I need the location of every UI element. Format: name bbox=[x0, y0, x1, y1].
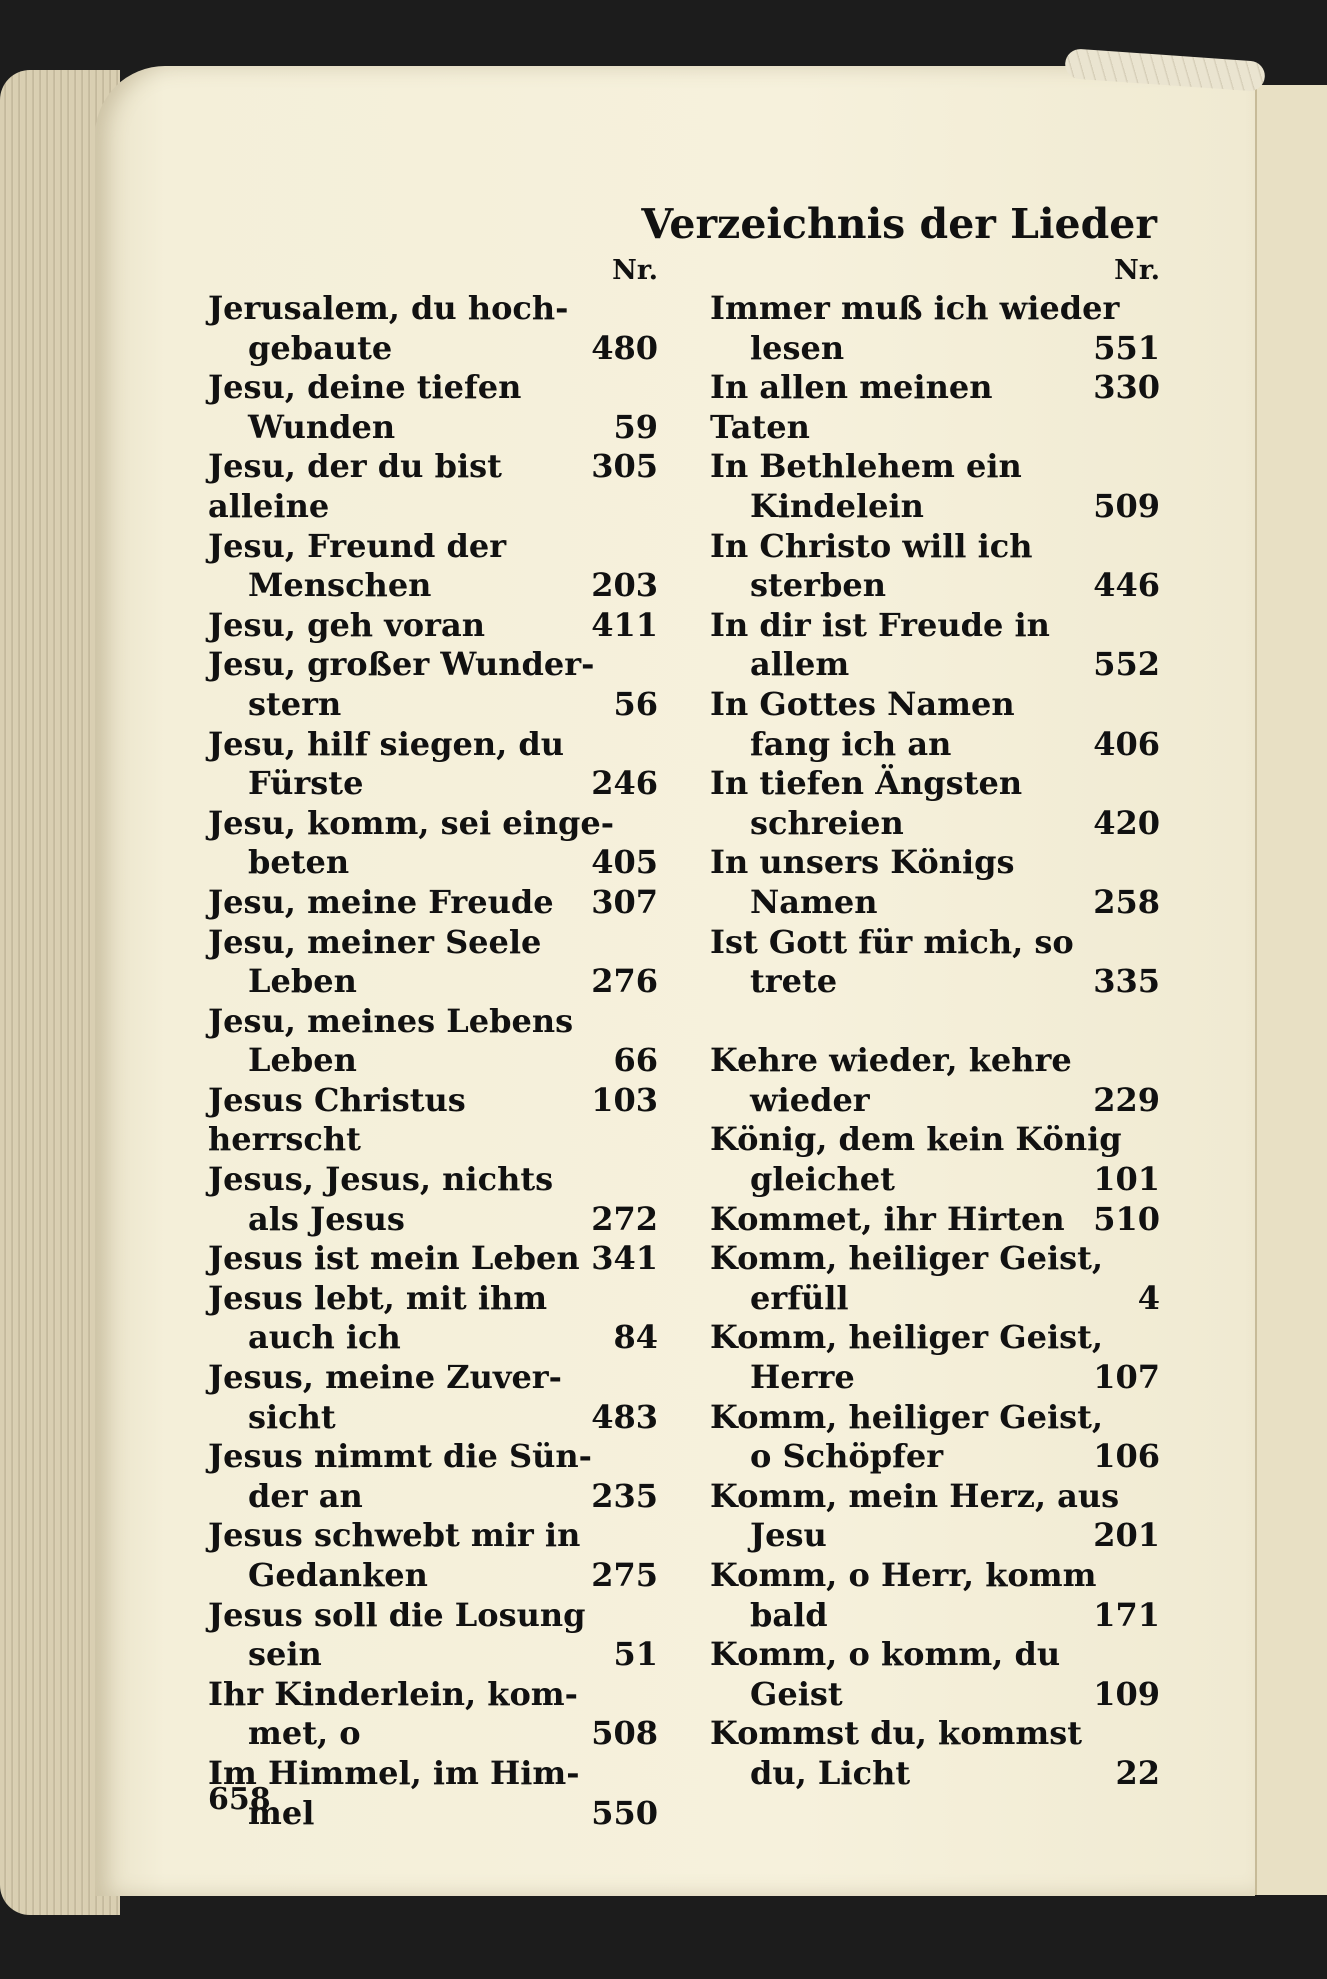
song-title: schreien bbox=[750, 803, 904, 842]
song-number: 552 bbox=[1093, 645, 1160, 684]
song-number: 509 bbox=[1093, 486, 1160, 525]
song-entry bbox=[208, 645, 658, 685]
song-number: 307 bbox=[591, 882, 658, 921]
song-entry bbox=[710, 368, 1160, 447]
song-entry bbox=[208, 447, 658, 526]
song-entry bbox=[208, 1675, 658, 1715]
song-number: 446 bbox=[1093, 566, 1160, 605]
song-entry bbox=[710, 1081, 1160, 1121]
song-number: 106 bbox=[1093, 1437, 1160, 1476]
song-entry bbox=[208, 1635, 658, 1675]
song-number: 84 bbox=[613, 1318, 658, 1357]
song-title: Jesu, meines Lebens bbox=[208, 1001, 574, 1040]
song-entry bbox=[710, 1754, 1160, 1794]
song-entry bbox=[208, 685, 658, 725]
song-number: 109 bbox=[1093, 1674, 1160, 1713]
song-title: Kommst du, kommst bbox=[710, 1714, 1083, 1753]
song-title: Jesu, geh voran bbox=[208, 605, 485, 644]
song-entry bbox=[710, 1358, 1160, 1398]
song-entry bbox=[710, 527, 1160, 567]
song-title: sicht bbox=[248, 1397, 336, 1436]
nr-header-right: Nr. bbox=[1114, 255, 1160, 286]
song-title: Jesus Christus herrscht bbox=[208, 1080, 477, 1159]
song-entry bbox=[208, 1239, 658, 1279]
song-title: In Christo will ich bbox=[710, 526, 1033, 565]
song-title: Menschen bbox=[248, 566, 432, 605]
song-entry bbox=[208, 1516, 658, 1556]
song-number: 508 bbox=[591, 1714, 658, 1753]
song-entry bbox=[710, 1398, 1160, 1438]
song-title: Komm, heiliger Geist, bbox=[710, 1397, 1104, 1436]
song-entry bbox=[208, 606, 658, 646]
song-entry bbox=[208, 1200, 658, 1240]
song-entry bbox=[208, 1358, 658, 1398]
song-entry bbox=[208, 329, 658, 369]
song-title: Jesus, Jesus, nichts bbox=[208, 1160, 554, 1199]
song-entry bbox=[710, 764, 1160, 804]
song-number: 103 bbox=[591, 1080, 658, 1119]
left-entry-list bbox=[208, 289, 658, 1833]
page-title: Verzeichnis der Lieder bbox=[641, 200, 1157, 248]
song-entry bbox=[208, 1477, 658, 1517]
song-title: Jesus lebt, mit ihm bbox=[208, 1278, 548, 1317]
song-title: beten bbox=[248, 843, 350, 882]
song-entry bbox=[710, 1041, 1160, 1081]
song-title: Gedanken bbox=[248, 1556, 428, 1594]
song-title: Komm, o komm, du bbox=[710, 1635, 1061, 1674]
song-title: Namen bbox=[750, 882, 878, 921]
song-title: erfüll bbox=[750, 1278, 849, 1317]
song-title: Immer muß ich wieder bbox=[710, 289, 1120, 327]
song-entry bbox=[710, 329, 1160, 369]
song-entry bbox=[710, 843, 1160, 883]
song-title: In Gottes Namen bbox=[710, 684, 1015, 723]
song-title: Jesu, Freund der bbox=[208, 526, 507, 565]
song-entry bbox=[208, 289, 658, 329]
song-title: lesen bbox=[750, 328, 845, 367]
song-number: 510 bbox=[1093, 1199, 1160, 1238]
song-entry bbox=[208, 1398, 658, 1438]
song-number: 276 bbox=[591, 962, 658, 1001]
song-title: Jesu, meiner Seele bbox=[208, 922, 542, 961]
song-title: In dir ist Freude in bbox=[710, 605, 1050, 644]
song-title: Jesus schwebt mir in bbox=[208, 1516, 581, 1555]
song-title: In Bethlehem ein bbox=[710, 447, 1022, 486]
song-number: 405 bbox=[591, 843, 658, 882]
song-entry bbox=[710, 289, 1160, 329]
song-title: Im Himmel, im Him- bbox=[208, 1753, 580, 1792]
song-entry bbox=[208, 1160, 658, 1200]
song-number: 51 bbox=[613, 1635, 658, 1674]
song-title: Kommet, ihr Hirten bbox=[710, 1199, 1065, 1238]
song-entry bbox=[710, 804, 1160, 844]
right-entry-list bbox=[710, 289, 1160, 1794]
song-title: gleichet bbox=[750, 1160, 895, 1199]
song-title: der an bbox=[248, 1476, 363, 1515]
song-entry bbox=[710, 962, 1160, 1002]
song-title: Jesus nimmt die Sün- bbox=[208, 1437, 592, 1476]
song-entry bbox=[208, 1794, 658, 1834]
song-entry bbox=[710, 923, 1160, 963]
song-number: 483 bbox=[591, 1397, 658, 1436]
song-entry bbox=[710, 1239, 1160, 1279]
song-entry bbox=[710, 1596, 1160, 1636]
song-entry bbox=[710, 1477, 1160, 1517]
song-entry bbox=[208, 923, 658, 963]
section-gap bbox=[710, 1002, 1160, 1042]
song-title: Komm, heiliger Geist, bbox=[710, 1239, 1104, 1278]
song-title: du, Licht bbox=[750, 1753, 911, 1792]
song-entry bbox=[710, 1714, 1160, 1754]
song-title: Leben bbox=[248, 962, 357, 1001]
song-title: trete bbox=[750, 962, 838, 1001]
song-number: 275 bbox=[591, 1556, 658, 1594]
song-title: In unsers Königs bbox=[710, 843, 1015, 882]
song-number: 551 bbox=[1093, 328, 1160, 367]
nr-header-left: Nr. bbox=[612, 255, 658, 286]
song-entry bbox=[710, 487, 1160, 527]
song-title: gebaute bbox=[248, 328, 393, 367]
song-entry bbox=[710, 1160, 1160, 1200]
song-number: 246 bbox=[591, 764, 658, 803]
song-title: Jesus soll die Losung bbox=[208, 1595, 586, 1634]
song-number: 411 bbox=[591, 605, 658, 644]
song-title: Jesu, großer Wunder- bbox=[208, 645, 595, 684]
song-number: 171 bbox=[1093, 1595, 1160, 1634]
song-entry bbox=[208, 1279, 658, 1319]
song-title: Geist bbox=[750, 1674, 843, 1713]
song-number: 201 bbox=[1093, 1516, 1160, 1555]
song-entry bbox=[710, 883, 1160, 923]
song-entry bbox=[208, 725, 658, 765]
left-column bbox=[208, 255, 658, 1833]
song-entry bbox=[710, 1516, 1160, 1556]
song-number: 229 bbox=[1093, 1080, 1160, 1119]
song-entry bbox=[710, 606, 1160, 646]
song-entry bbox=[208, 1596, 658, 1636]
song-title: Jesus ist mein Leben bbox=[208, 1239, 580, 1278]
song-title: stern bbox=[248, 684, 342, 723]
song-title: Jesu, hilf siegen, du bbox=[208, 724, 564, 763]
song-title: Komm, o Herr, komm bbox=[710, 1556, 1097, 1594]
song-title: König, dem kein König bbox=[710, 1120, 1122, 1159]
song-title: Jesu, der du bist alleine bbox=[208, 447, 514, 525]
song-number: 235 bbox=[591, 1476, 658, 1515]
song-title: auch ich bbox=[248, 1318, 401, 1357]
song-title: fang ich an bbox=[750, 724, 952, 763]
song-entry bbox=[710, 447, 1160, 487]
song-title: Komm, heiliger Geist, bbox=[710, 1318, 1104, 1357]
song-title: Ist Gott für mich, so bbox=[710, 922, 1074, 961]
song-entry bbox=[208, 566, 658, 606]
song-number: 305 bbox=[591, 447, 658, 486]
song-title: o Schöpfer bbox=[750, 1437, 944, 1476]
song-title: In allen meinen Taten bbox=[710, 368, 1004, 446]
song-entry bbox=[710, 685, 1160, 725]
song-entry bbox=[208, 1437, 658, 1477]
song-entry bbox=[710, 1318, 1160, 1358]
song-title: Herre bbox=[750, 1358, 855, 1397]
song-number: 335 bbox=[1093, 962, 1160, 1001]
song-entry bbox=[208, 843, 658, 883]
song-number: 4 bbox=[1137, 1278, 1160, 1317]
facing-page-edge bbox=[1255, 85, 1327, 1895]
song-entry bbox=[208, 1318, 658, 1358]
song-entry bbox=[710, 1279, 1160, 1319]
song-title: Komm, mein Herz, aus bbox=[710, 1476, 1120, 1515]
song-title: Jesu bbox=[750, 1516, 827, 1555]
song-entry bbox=[208, 804, 658, 844]
song-entry bbox=[208, 1041, 658, 1081]
song-title: mel bbox=[248, 1793, 315, 1832]
song-number: 56 bbox=[613, 684, 658, 723]
song-title: Jerusalem, du hoch- bbox=[208, 289, 569, 327]
song-entry bbox=[208, 408, 658, 448]
song-title: In tiefen Ängsten bbox=[710, 764, 1023, 803]
song-number: 480 bbox=[591, 328, 658, 367]
song-number: 59 bbox=[613, 407, 658, 446]
song-number: 66 bbox=[613, 1041, 658, 1080]
song-number: 107 bbox=[1093, 1358, 1160, 1397]
song-number: 420 bbox=[1093, 803, 1160, 842]
song-entry bbox=[710, 1675, 1160, 1715]
song-entry bbox=[208, 1081, 658, 1160]
song-entry bbox=[208, 1754, 658, 1794]
song-title: sterben bbox=[750, 566, 887, 605]
song-number: 341 bbox=[591, 1239, 658, 1278]
song-entry bbox=[710, 566, 1160, 606]
song-entry bbox=[710, 725, 1160, 765]
song-entry bbox=[208, 368, 658, 408]
song-title: Jesu, meine Freude bbox=[208, 882, 554, 921]
song-number: 272 bbox=[591, 1199, 658, 1238]
song-entry bbox=[710, 1635, 1160, 1675]
song-title: Ihr Kinderlein, kom- bbox=[208, 1674, 578, 1713]
song-number: 101 bbox=[1093, 1160, 1160, 1199]
song-title: sein bbox=[248, 1635, 322, 1674]
song-entry bbox=[208, 1002, 658, 1042]
song-number: 203 bbox=[591, 566, 658, 605]
song-title: Jesu, deine tiefen bbox=[208, 368, 522, 407]
song-number: 330 bbox=[1093, 368, 1160, 407]
song-number: 258 bbox=[1093, 882, 1160, 921]
song-title: wieder bbox=[750, 1080, 870, 1119]
song-entry bbox=[208, 962, 658, 1002]
song-entry bbox=[208, 527, 658, 567]
song-title: Leben bbox=[248, 1041, 357, 1080]
song-entry bbox=[710, 1120, 1160, 1160]
song-entry bbox=[710, 1437, 1160, 1477]
song-title: Fürste bbox=[248, 764, 364, 803]
song-number: 22 bbox=[1115, 1753, 1160, 1792]
song-title: allem bbox=[750, 645, 850, 684]
song-title: Kehre wieder, kehre bbox=[710, 1041, 1072, 1080]
song-title: bald bbox=[750, 1595, 828, 1634]
song-entry bbox=[710, 1556, 1160, 1596]
song-entry bbox=[208, 883, 658, 923]
song-number: 406 bbox=[1093, 724, 1160, 763]
song-entry bbox=[208, 1556, 658, 1596]
song-entry bbox=[208, 764, 658, 804]
song-entry bbox=[710, 1200, 1160, 1240]
song-title: als Jesus bbox=[248, 1199, 405, 1238]
song-title: Wunden bbox=[248, 407, 396, 446]
song-title: Jesus, meine Zuver- bbox=[208, 1358, 562, 1397]
song-entry bbox=[208, 1714, 658, 1754]
song-entry bbox=[710, 645, 1160, 685]
page-number: 658 bbox=[208, 1782, 271, 1817]
song-title: Jesu, komm, sei einge- bbox=[208, 803, 615, 842]
song-title: met, o bbox=[248, 1714, 361, 1753]
song-number: 550 bbox=[591, 1793, 658, 1832]
song-title: Kindelein bbox=[750, 486, 924, 525]
right-column bbox=[710, 255, 1160, 1794]
